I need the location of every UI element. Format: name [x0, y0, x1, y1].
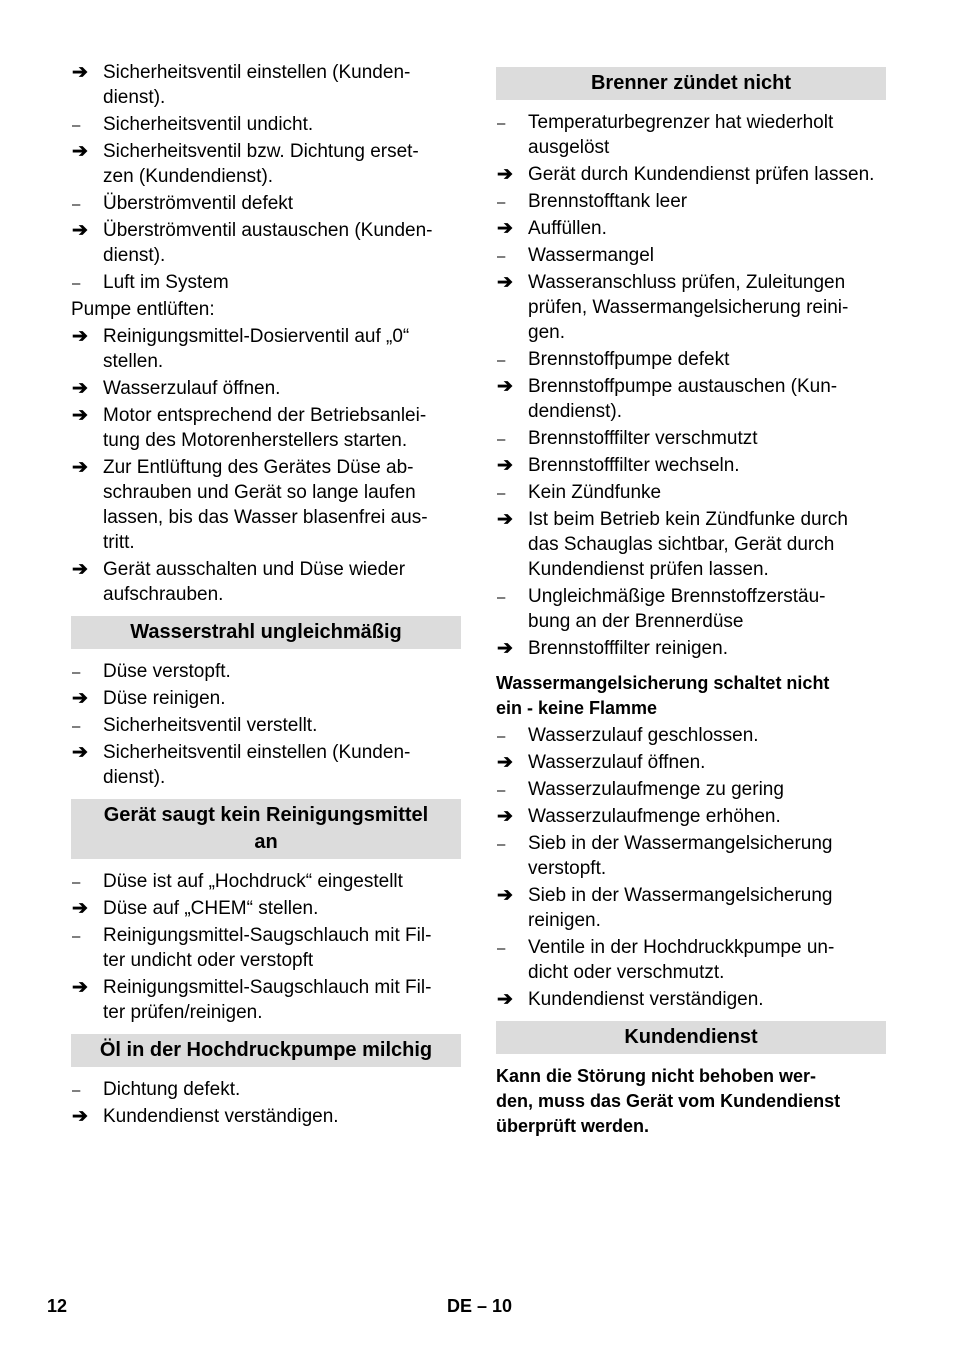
- cause-item: [496, 723, 886, 748]
- dash-icon: –: [497, 782, 506, 799]
- item-text: Überströmventil defekt: [103, 193, 294, 214]
- page-number: 12: [47, 1296, 68, 1316]
- dash-icon: –: [72, 1082, 81, 1099]
- page-code: DE – 10: [447, 1296, 513, 1316]
- arrow-right-icon: ➔: [497, 455, 513, 476]
- paragraph: Pumpe entlüften:: [71, 299, 215, 320]
- action-item: [71, 975, 461, 1025]
- arrow-right-icon: ➔: [72, 405, 88, 426]
- cause-item: [496, 777, 886, 802]
- action-item: [71, 557, 461, 607]
- item-text: Düse ist auf „Hochdruck“ eingestellt: [103, 871, 403, 892]
- action-item: [71, 60, 461, 110]
- dash-icon: –: [497, 248, 506, 265]
- item-text: Sicherheitsventil verstellt.: [103, 715, 318, 736]
- bold-paragraph: Kann die Störung nicht behoben wer- den, muss das Gerät vom Kundendienst überprüft werden.: [496, 1066, 841, 1136]
- section-heading: Gerät saugt kein Reinigungsmittel an: [71, 799, 461, 859]
- action-item: [71, 376, 461, 401]
- item-text: Luft im System: [103, 272, 229, 293]
- action-item: [496, 804, 886, 829]
- item-text: Düse auf „CHEM“ stellen.: [103, 898, 319, 919]
- item-text: Düse reinigen.: [103, 688, 226, 709]
- right-column: [496, 58, 886, 1139]
- item-text: Wasserzulaufmenge erhöhen.: [528, 806, 781, 827]
- dash-icon: –: [72, 117, 81, 134]
- item-text: Brennstofffilter reinigen.: [528, 638, 728, 659]
- action-item: [496, 162, 886, 187]
- arrow-right-icon: ➔: [497, 638, 513, 659]
- arrow-right-icon: ➔: [72, 220, 88, 241]
- section-heading: Öl in der Hochdruckpumpe milchig: [71, 1034, 461, 1067]
- item-text: Überströmventil austauschen (Kunden- dienst).: [103, 220, 433, 266]
- cause-item: [496, 584, 886, 634]
- arrow-right-icon: ➔: [497, 752, 513, 773]
- dash-icon: –: [497, 589, 506, 606]
- arrow-right-icon: ➔: [497, 885, 513, 906]
- cause-item: [71, 112, 461, 137]
- arrow-right-icon: ➔: [72, 898, 88, 919]
- dash-icon: –: [497, 115, 506, 132]
- cause-item: [496, 347, 886, 372]
- item-text: Ventile in der Hochdruckkpumpe un- dicht oder verschmutzt.: [528, 937, 835, 983]
- section-heading: Wasserstrahl ungleichmäßig: [71, 616, 461, 649]
- arrow-right-icon: ➔: [72, 62, 88, 83]
- item-text: Sicherheitsventil undicht.: [103, 114, 314, 135]
- arrow-right-icon: ➔: [72, 742, 88, 763]
- action-item: [496, 216, 886, 241]
- action-item: [71, 218, 461, 268]
- item-text: Ist beim Betrieb kein Zündfunke durch das Schauglas sichtbar, Gerät durch Kundendienst prüfen lassen.: [528, 509, 849, 580]
- cause-item: [496, 189, 886, 214]
- item-text: Motor entsprechend der Betriebsanlei- tung des Motorenherstellers starten.: [103, 405, 427, 451]
- dash-icon: –: [72, 718, 81, 735]
- item-text: Wasserzulaufmenge zu gering: [528, 779, 784, 800]
- item-text: Wassermangel: [528, 245, 655, 266]
- cause-item: [71, 923, 461, 973]
- cause-item: [71, 191, 461, 216]
- arrow-right-icon: ➔: [72, 378, 88, 399]
- cause-item: [496, 935, 886, 985]
- action-item: [71, 324, 461, 374]
- arrow-right-icon: ➔: [72, 977, 88, 998]
- item-text: Gerät ausschalten und Düse wieder aufschrauben.: [103, 559, 406, 605]
- section-heading: Kundendienst: [496, 1021, 886, 1054]
- item-text: Wasserzulauf öffnen.: [528, 752, 706, 773]
- arrow-right-icon: ➔: [72, 141, 88, 162]
- arrow-right-icon: ➔: [497, 989, 513, 1010]
- item-text: Sieb in der Wassermangelsicherung reinigen.: [528, 885, 833, 931]
- arrow-right-icon: ➔: [497, 164, 513, 185]
- item-text: Wasserzulauf öffnen.: [103, 378, 281, 399]
- dash-icon: –: [497, 485, 506, 502]
- item-text: Reinigungsmittel-Saugschlauch mit Fil- ter undicht oder verstopft: [103, 925, 432, 971]
- action-item: [496, 270, 886, 345]
- item-text: Brennstofffilter verschmutzt: [528, 428, 758, 449]
- dash-icon: –: [72, 664, 81, 681]
- arrow-right-icon: ➔: [497, 218, 513, 239]
- item-text: Reinigungsmittel-Dosierventil auf „0“ stellen.: [103, 326, 410, 372]
- cause-item: [496, 426, 886, 451]
- action-item: [71, 740, 461, 790]
- action-item: [496, 507, 886, 582]
- dash-icon: –: [497, 194, 506, 211]
- arrow-right-icon: ➔: [497, 376, 513, 397]
- dash-icon: –: [72, 874, 81, 891]
- item-text: Brennstofftank leer: [528, 191, 688, 212]
- section-heading: Brenner zündet nicht: [496, 67, 886, 100]
- item-text: Düse verstopft.: [103, 661, 231, 682]
- item-text: Sieb in der Wassermangelsicherung verstopft.: [528, 833, 833, 879]
- dash-icon: –: [497, 431, 506, 448]
- arrow-right-icon: ➔: [72, 1106, 88, 1127]
- dash-icon: –: [72, 196, 81, 213]
- arrow-right-icon: ➔: [497, 272, 513, 293]
- action-item: [496, 987, 886, 1012]
- dash-icon: –: [72, 928, 81, 945]
- dash-icon: –: [497, 836, 506, 853]
- cause-item: [71, 1077, 461, 1102]
- cause-item: [496, 480, 886, 505]
- item-text: Kundendienst verständigen.: [528, 989, 764, 1010]
- cause-item: [496, 831, 886, 881]
- action-item: [71, 1104, 461, 1129]
- action-item: [496, 636, 886, 661]
- item-text: Wasseranschluss prüfen, Zuleitungen prüfen, Wassermangelsicherung reini- gen.: [528, 272, 849, 343]
- dash-icon: –: [497, 352, 506, 369]
- cause-item: [496, 243, 886, 268]
- arrow-right-icon: ➔: [72, 326, 88, 347]
- dash-icon: –: [72, 275, 81, 292]
- item-text: Kein Zündfunke: [528, 482, 662, 503]
- cause-item: [496, 110, 886, 160]
- item-text: Zur Entlüftung des Gerätes Düse ab- schrauben und Gerät so lange laufen lassen, bis das Wasser blasenfrei aus- tritt.: [103, 457, 428, 553]
- item-text: Temperaturbegrenzer hat wiederholt ausgelöst: [528, 112, 834, 158]
- item-text: Sicherheitsventil einstellen (Kunden- dienst).: [103, 62, 411, 108]
- item-text: Brennstoffpumpe defekt: [528, 349, 730, 370]
- action-item: [71, 686, 461, 711]
- dash-icon: –: [497, 728, 506, 745]
- item-text: Sicherheitsventil einstellen (Kunden- dienst).: [103, 742, 411, 788]
- cause-item: [71, 270, 461, 295]
- action-item: [71, 896, 461, 921]
- item-text: Ungleichmäßige Brennstoffzerstäu- bung an der Brennerdüse: [528, 586, 826, 632]
- cause-item: [71, 869, 461, 894]
- dash-icon: –: [497, 940, 506, 957]
- item-text: Brennstoffpumpe austauschen (Kun- dendienst).: [528, 376, 838, 422]
- arrow-right-icon: ➔: [72, 559, 88, 580]
- item-text: Sicherheitsventil bzw. Dichtung erset- zen (Kundendienst).: [103, 141, 419, 187]
- action-item: [71, 455, 461, 555]
- sub-heading: Wassermangelsicherung schaltet nicht ein - keine Flamme: [496, 673, 830, 718]
- item-text: Brennstofffilter wechseln.: [528, 455, 740, 476]
- cause-item: [71, 713, 461, 738]
- item-text: Reinigungsmittel-Saugschlauch mit Fil- ter prüfen/reinigen.: [103, 977, 432, 1023]
- action-item: [71, 403, 461, 453]
- action-item: [496, 453, 886, 478]
- item-text: Dichtung defekt.: [103, 1079, 241, 1100]
- left-column: [71, 58, 461, 1131]
- item-text: Auffüllen.: [528, 218, 607, 239]
- cause-item: [71, 659, 461, 684]
- arrow-right-icon: ➔: [72, 688, 88, 709]
- item-text: Kundendienst verständigen.: [103, 1106, 339, 1127]
- arrow-right-icon: ➔: [497, 509, 513, 530]
- action-item: [496, 374, 886, 424]
- arrow-right-icon: ➔: [72, 457, 88, 478]
- action-item: [496, 883, 886, 933]
- action-item: [71, 139, 461, 189]
- item-text: Wasserzulauf geschlossen.: [528, 725, 759, 746]
- arrow-right-icon: ➔: [497, 806, 513, 827]
- item-text: Gerät durch Kundendienst prüfen lassen.: [528, 164, 875, 185]
- action-item: [496, 750, 886, 775]
